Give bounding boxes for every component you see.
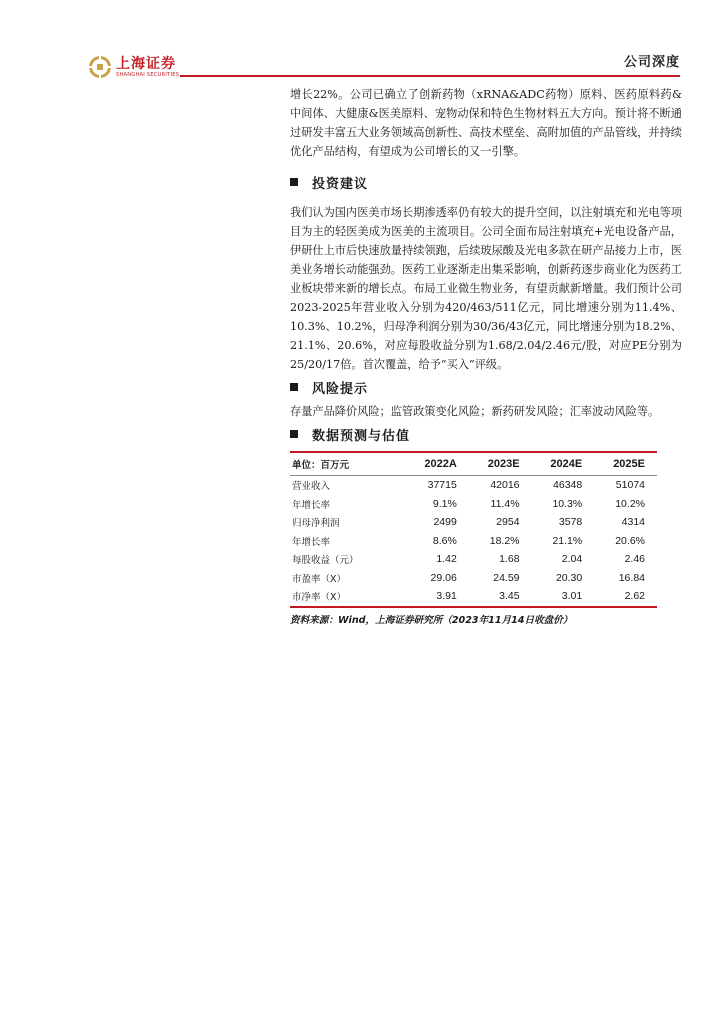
table-header-cell: 2023E <box>487 458 520 470</box>
section-title: 风险提示 <box>312 381 369 397</box>
table-cell: 10.3% <box>552 497 583 510</box>
table-header-cell: 2022A <box>424 458 457 470</box>
section-heading-forecast <box>290 423 682 445</box>
section-title: 数据预测与估值 <box>312 428 411 444</box>
page-header <box>0 0 724 82</box>
logo-chinese-name: 上海证券 <box>116 55 176 72</box>
table-cell: 9.1% <box>432 497 457 510</box>
table-cell: 42016 <box>490 479 520 492</box>
intro-paragraph: 增长22%。公司已确立了创新药物（xRNA&ADC药物）原料、医药原料药&中间体、大健康&医美原料、宠物动保和特色生物材料五大方向。预计将不断通过研发丰富五大业务领域高创新性、高技术壁垒、高附加值的产品管线，并持续优化产品结构，有望成为公司增长的又一引擎。 <box>290 88 682 158</box>
main-content <box>290 85 682 626</box>
table-cell: 3578 <box>558 516 583 529</box>
forecast-table <box>290 451 657 608</box>
table-cell: 3.91 <box>436 590 457 603</box>
section-title: 投资建议 <box>312 176 369 192</box>
table-cell: 3.01 <box>561 590 583 603</box>
table-cell: 2.04 <box>561 553 583 566</box>
table-cell: 16.84 <box>618 571 645 584</box>
table-row <box>290 532 657 551</box>
table-cell: 1.68 <box>499 553 520 566</box>
company-logo <box>88 55 179 79</box>
data-source-note: 资料来源：Wind，上海证券研究所（2023年11月14日收盘价） <box>290 614 573 626</box>
investment-advice-text: 我们认为国内医美市场长期渗透率仍有较大的提升空间，以注射填充和光电等项目为主的轻医美成为医美的主流项目。公司全面布局注射填充+光电设备产品，伊研仕上市后快速放量持续领跑，后续玻尿酸及光电多款在研产品接力上市，医美业务增长动能强劲。医药工业逐渐走出集采影响，创新药逐步商业化为医药工业板块带来新的增长点。布局工业微生物业务，有望贡献新增量。我们预计公司2023-2025年营业收入分别为420/463/511亿元，同比增速分别为11.4%、10.3%、10.2%，归母净利润分别为30/36/43亿元，同比增速分别为18.2%、21.1%、20.6%，对应每股收益分别为1.68/2.04/2.46元/股，对应PE分别为25/20/17倍。首次覆盖，给予“买入”评级。 <box>290 206 682 371</box>
row-label: 营业收入 <box>292 481 331 493</box>
bullet-square-icon <box>290 430 298 438</box>
logo-english-name: SHANGHAI SECURITIES <box>116 71 180 78</box>
table-cell: 24.59 <box>493 571 520 584</box>
section-heading-invest <box>290 171 682 193</box>
table-cell: 4314 <box>621 516 645 529</box>
table-cell: 2.46 <box>624 553 645 566</box>
table-row <box>290 587 657 607</box>
table-cell: 2499 <box>433 516 457 529</box>
table-cell: 11.4% <box>490 497 520 510</box>
table-cell: 20.30 <box>555 571 583 584</box>
table-row <box>290 513 657 532</box>
table-cell: 8.6% <box>432 534 457 547</box>
table-header-cell: 单位：百万元 <box>292 460 350 471</box>
table-cell: 20.6% <box>615 534 645 547</box>
bullet-square-icon <box>290 178 298 186</box>
section-heading-risk <box>290 376 682 398</box>
table-row <box>290 569 657 588</box>
table-cell: 29.06 <box>430 571 457 584</box>
table-header-row <box>290 452 657 476</box>
table-cell: 2.62 <box>624 590 645 603</box>
table-header-cell: 2025E <box>613 458 645 470</box>
report-type-label: 公司深度 <box>623 55 680 70</box>
table-cell: 2954 <box>496 516 520 529</box>
table-header-cell: 2024E <box>550 458 583 470</box>
row-label: 年增长率 <box>292 499 331 511</box>
table-row <box>290 476 657 495</box>
table-row <box>290 495 657 514</box>
table-cell: 1.42 <box>436 553 457 566</box>
bullet-square-icon <box>290 383 298 391</box>
table-row <box>290 550 657 569</box>
table-cell: 51074 <box>615 479 645 492</box>
row-label: 市净率（X） <box>292 592 347 604</box>
table-cell: 10.2% <box>615 497 645 510</box>
row-label: 归母净利润 <box>292 518 340 530</box>
logo-emblem-icon <box>88 55 112 79</box>
table-cell: 37715 <box>427 479 457 492</box>
table-cell: 21.1% <box>552 534 583 547</box>
row-label: 年增长率 <box>292 536 331 548</box>
table-cell: 18.2% <box>489 534 520 547</box>
header-divider <box>180 75 680 77</box>
row-label: 市盈率（X） <box>292 573 347 585</box>
risk-text: 存量产品降价风险；监管政策变化风险；新药研发风险；汇率波动风险等。 <box>290 405 660 418</box>
table-cell: 46348 <box>553 479 583 492</box>
row-label: 每股收益（元） <box>292 555 359 567</box>
table-cell: 3.45 <box>499 590 520 603</box>
